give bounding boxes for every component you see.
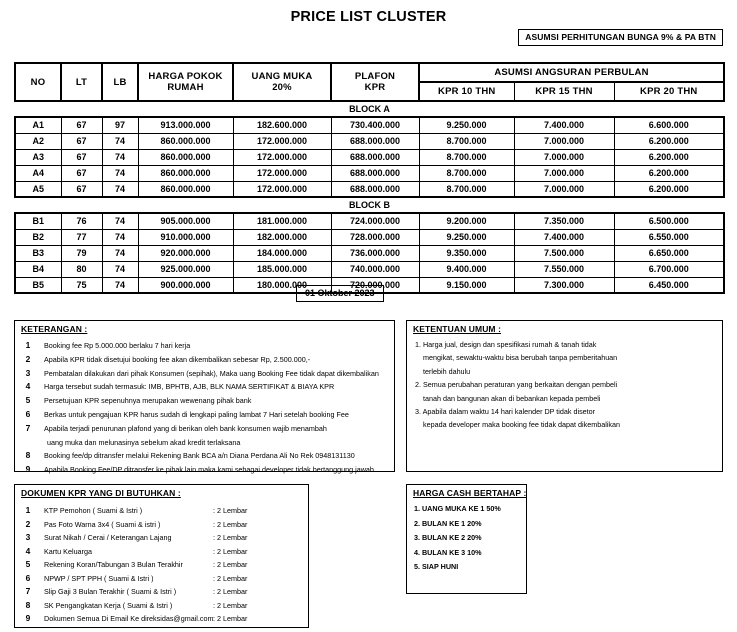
keterangan-item-number: 7 bbox=[25, 422, 31, 433]
dokumen-kpr-item bbox=[15, 529, 308, 543]
block-label-row bbox=[15, 197, 724, 213]
price-table-body bbox=[15, 101, 724, 293]
dokumen-kpr-item-label: Kartu Keluarga bbox=[44, 546, 92, 556]
harga-cash-title: HARGA CASH BERTAHAP : bbox=[413, 488, 527, 498]
dokumen-kpr-item-label: Surat Nikah / Cerai / Keterangan Lajang bbox=[44, 533, 172, 542]
keterangan-item-text: Berkas untuk pengajuan KPR harus sudah di lengkapi paling lambat 7 Hari setelah booking Fee bbox=[44, 409, 349, 419]
harga-cash-item: 4. BULAN KE 3 10% bbox=[414, 547, 482, 557]
keterangan-section bbox=[14, 320, 395, 475]
cell-kpr20: 6.200.000 bbox=[614, 181, 724, 197]
table-row bbox=[15, 133, 724, 149]
block-label: BLOCK A bbox=[15, 101, 724, 117]
cell-lt: 67 bbox=[61, 149, 102, 165]
dokumen-kpr-section bbox=[14, 484, 309, 628]
cell-lb: 74 bbox=[102, 181, 138, 197]
cell-kpr20: 6.200.000 bbox=[614, 165, 724, 181]
keterangan-item bbox=[15, 393, 394, 407]
cell-kpr10: 8.700.000 bbox=[419, 165, 514, 181]
cell-lt: 80 bbox=[61, 261, 102, 277]
dokumen-kpr-item bbox=[15, 516, 308, 530]
keterangan-item bbox=[15, 448, 394, 462]
cell-kpr20: 6.450.000 bbox=[614, 277, 724, 293]
table-row bbox=[15, 245, 724, 261]
keterangan-item-text: Apabila Booking Fee/DP ditransfer ke pihak lain maka kami sebagai developer tidak bertanggung jawab bbox=[44, 465, 374, 475]
dokumen-kpr-item-qty: : 2 Lembar bbox=[213, 533, 248, 542]
cell-lb: 74 bbox=[102, 277, 138, 293]
cell-lb: 74 bbox=[102, 245, 138, 261]
cell-uang-muka: 182.000.000 bbox=[233, 229, 331, 245]
cell-uang-muka: 180.000.000 bbox=[233, 277, 331, 293]
dokumen-kpr-item-qty: : 2 Lembar bbox=[213, 600, 248, 610]
dokumen-kpr-item-label: SK Pengangkatan Kerja ( Suami & Istri ) bbox=[44, 600, 173, 610]
cell-uang-muka: 184.000.000 bbox=[233, 245, 331, 261]
ketentuan-umum-line: 3. Apabila dalam waktu 14 hari kalender DP tidak disetor bbox=[415, 407, 596, 417]
keterangan-item bbox=[15, 379, 394, 393]
cell-harga-pokok: 905.000.000 bbox=[138, 213, 233, 229]
col-header-harga-pokok-line1: HARGA POKOK bbox=[148, 71, 223, 82]
cell-kpr20: 6.550.000 bbox=[614, 229, 724, 245]
col-header-uang-muka-line2: 20% bbox=[272, 82, 292, 93]
cell-kpr20: 6.600.000 bbox=[614, 117, 724, 133]
keterangan-item bbox=[15, 338, 394, 352]
cell-no: B4 bbox=[15, 261, 61, 277]
cell-kpr10: 9.200.000 bbox=[419, 213, 514, 229]
cell-lt: 79 bbox=[61, 245, 102, 261]
cell-harga-pokok: 860.000.000 bbox=[138, 181, 233, 197]
col-header-kpr-10thn: KPR 10 THN bbox=[419, 82, 514, 101]
harga-cash-item: 5. SIAP HUNI bbox=[414, 562, 459, 571]
cell-kpr10: 9.400.000 bbox=[419, 261, 514, 277]
table-row bbox=[15, 261, 724, 277]
cell-lb: 74 bbox=[102, 261, 138, 277]
cell-uang-muka: 172.000.000 bbox=[233, 133, 331, 149]
keterangan-item-text: Harga tersebut sudah termasuk: IMB, BPHTB, AJB, BLK NAMA SERTIFIKAT & BIAYA KPR bbox=[44, 382, 335, 392]
cell-plafon: 720.000.000 bbox=[331, 277, 419, 293]
cell-kpr10: 8.700.000 bbox=[419, 181, 514, 197]
dokumen-kpr-item-label: Slip Gaji 3 Bulan Terakhir ( Suami & Istri ) bbox=[44, 587, 177, 596]
ketentuan-umum-line: kepada developer maka booking fee tidak dapat dikembalikan bbox=[423, 420, 620, 430]
dokumen-kpr-item bbox=[15, 597, 308, 611]
col-header-plafon-line1: PLAFON bbox=[354, 71, 396, 82]
cell-kpr15: 7.000.000 bbox=[514, 149, 614, 165]
table-row bbox=[15, 213, 724, 229]
dokumen-kpr-item-qty: : 2 Lembar bbox=[213, 560, 248, 569]
dokumen-kpr-item-label: NPWP / SPT PPH ( Suami & Istri ) bbox=[44, 573, 154, 583]
dokumen-kpr-item bbox=[15, 556, 308, 570]
harga-cash-item: 1. UANG MUKA KE 1 50% bbox=[414, 504, 501, 513]
cell-uang-muka: 172.000.000 bbox=[233, 181, 331, 197]
dokumen-kpr-item bbox=[15, 570, 308, 584]
cell-lt: 67 bbox=[61, 117, 102, 133]
cell-lt: 76 bbox=[61, 213, 102, 229]
cell-no: B1 bbox=[15, 213, 61, 229]
dokumen-kpr-item bbox=[15, 583, 308, 597]
keterangan-item bbox=[15, 421, 394, 435]
cell-no: A4 bbox=[15, 165, 61, 181]
cell-no: B3 bbox=[15, 245, 61, 261]
cell-kpr15: 7.400.000 bbox=[514, 229, 614, 245]
col-header-harga-pokok bbox=[138, 63, 233, 101]
cell-kpr20: 6.500.000 bbox=[614, 213, 724, 229]
cell-kpr15: 7.500.000 bbox=[514, 245, 614, 261]
table-row bbox=[15, 165, 724, 181]
cell-kpr15: 7.300.000 bbox=[514, 277, 614, 293]
keterangan-item-number: 6 bbox=[25, 408, 31, 419]
harga-cash-item: 3. BULAN KE 2 20% bbox=[414, 533, 482, 542]
cell-lt: 75 bbox=[61, 277, 102, 293]
cell-harga-pokok: 925.000.000 bbox=[138, 261, 233, 277]
date-box: 01 Oktober 2023 bbox=[296, 285, 384, 302]
cell-kpr15: 7.550.000 bbox=[514, 261, 614, 277]
col-header-group-asumsi-angsuran: ASUMSI ANGSURAN PERBULAN bbox=[419, 63, 724, 82]
col-header-lb: LB bbox=[102, 63, 138, 101]
cell-harga-pokok: 910.000.000 bbox=[138, 229, 233, 245]
dokumen-kpr-item-label: Dokumen Semua Di Email Ke direksidas@gmail.com bbox=[44, 614, 214, 623]
col-header-kpr-15thn: KPR 15 THN bbox=[514, 82, 614, 101]
dokumen-kpr-item-qty: : 2 Lembar bbox=[213, 519, 248, 529]
table-row bbox=[15, 181, 724, 197]
ketentuan-umum-title: KETENTUAN UMUM : bbox=[413, 324, 502, 334]
keterangan-item-number: 5 bbox=[25, 395, 31, 406]
dokumen-kpr-item-number: 8 bbox=[25, 599, 31, 610]
dokumen-kpr-list bbox=[15, 502, 308, 627]
cell-harga-pokok: 920.000.000 bbox=[138, 245, 233, 261]
col-header-plafon-line2: KPR bbox=[364, 82, 386, 93]
col-header-uang-muka bbox=[233, 63, 331, 101]
keterangan-item-text: Persetujuan KPR sepenuhnya merupakan wewenang pihak bank bbox=[44, 396, 252, 406]
cell-lt: 77 bbox=[61, 229, 102, 245]
col-header-harga-pokok-line2: RUMAH bbox=[167, 82, 204, 93]
dokumen-kpr-item bbox=[15, 610, 308, 624]
harga-cash-bertahap-section bbox=[406, 484, 527, 594]
cell-lb: 74 bbox=[102, 229, 138, 245]
ketentuan-umum-line: terlebih dahulu bbox=[423, 366, 471, 376]
assumption-note-box: ASUMSI PERHITUNGAN BUNGA 9% & PA BTN bbox=[518, 29, 723, 46]
cell-kpr15: 7.400.000 bbox=[514, 117, 614, 133]
cell-uang-muka: 185.000.000 bbox=[233, 261, 331, 277]
table-row bbox=[15, 117, 724, 133]
dokumen-kpr-item-label: KTP Pemohon ( Suami & Istri ) bbox=[44, 506, 143, 515]
block-label-row bbox=[15, 101, 724, 117]
keterangan-list bbox=[15, 338, 394, 479]
keterangan-item-number: 3 bbox=[25, 367, 31, 378]
cell-uang-muka: 172.000.000 bbox=[233, 165, 331, 181]
cell-plafon: 688.000.000 bbox=[331, 181, 419, 197]
cell-harga-pokok: 860.000.000 bbox=[138, 133, 233, 149]
cell-uang-muka: 182.600.000 bbox=[233, 117, 331, 133]
cell-lt: 67 bbox=[61, 181, 102, 197]
cell-plafon: 688.000.000 bbox=[331, 133, 419, 149]
keterangan-item bbox=[15, 352, 394, 366]
cell-kpr10: 9.350.000 bbox=[419, 245, 514, 261]
ketentuan-umum-line: 1. Harga jual, design dan spesifikasi rumah & tanah tidak bbox=[415, 340, 597, 349]
cell-lb: 74 bbox=[102, 133, 138, 149]
cell-kpr10: 9.250.000 bbox=[419, 117, 514, 133]
dokumen-kpr-item-number: 1 bbox=[25, 505, 31, 515]
cell-harga-pokok: 913.000.000 bbox=[138, 117, 233, 133]
keterangan-item-number: 4 bbox=[25, 381, 31, 392]
keterangan-item-number: 1 bbox=[25, 340, 31, 350]
cell-kpr10: 9.150.000 bbox=[419, 277, 514, 293]
dokumen-kpr-item-label: Rekening Koran/Tabungan 3 Bulan Terakhir bbox=[44, 560, 183, 569]
block-label: BLOCK B bbox=[15, 197, 724, 213]
cell-no: A3 bbox=[15, 149, 61, 165]
ketentuan-umum-section bbox=[406, 320, 723, 472]
dokumen-kpr-item-number: 4 bbox=[25, 545, 31, 556]
cell-harga-pokok: 900.000.000 bbox=[138, 277, 233, 293]
keterangan-item bbox=[15, 366, 394, 380]
keterangan-item-number: 8 bbox=[25, 450, 31, 461]
keterangan-item-number bbox=[15, 435, 41, 438]
dokumen-kpr-item bbox=[15, 543, 308, 557]
keterangan-item-text: Booking fee/dp ditransfer melalui Rekening Bank BCA a/n Diana Perdana Ali No Rek 0948131130 bbox=[44, 451, 355, 461]
dokumen-kpr-item-number: 3 bbox=[25, 532, 31, 542]
keterangan-item-text: Booking fee Rp 5.000.000 berlaku 7 hari kerja bbox=[44, 341, 191, 350]
keterangan-item bbox=[15, 407, 394, 421]
dokumen-kpr-item-qty: : 2 Lembar bbox=[213, 506, 248, 515]
cell-harga-pokok: 860.000.000 bbox=[138, 149, 233, 165]
dokumen-kpr-item-number: 9 bbox=[25, 613, 31, 623]
cell-no: A2 bbox=[15, 133, 61, 149]
cell-plafon: 728.000.000 bbox=[331, 229, 419, 245]
cell-lb: 74 bbox=[102, 165, 138, 181]
keterangan-item bbox=[15, 435, 394, 449]
cell-lb: 97 bbox=[102, 117, 138, 133]
keterangan-item-text: uang muka dan melunasinya sebelum akad kredit terlaksana bbox=[47, 437, 241, 447]
keterangan-title: KETERANGAN : bbox=[21, 324, 88, 334]
cell-plafon: 736.000.000 bbox=[331, 245, 419, 261]
col-header-no: NO bbox=[15, 63, 61, 101]
cell-no: B2 bbox=[15, 229, 61, 245]
dokumen-kpr-item bbox=[15, 502, 308, 516]
cell-kpr15: 7.350.000 bbox=[514, 213, 614, 229]
cell-lt: 67 bbox=[61, 165, 102, 181]
dokumen-kpr-item-label: Pas Foto Warna 3x4 ( Suami & istri ) bbox=[44, 519, 161, 529]
cell-kpr10: 9.250.000 bbox=[419, 229, 514, 245]
ketentuan-umum-line: mengikat, sewaktu-waktu bisa berubah tanpa pemberitahuan bbox=[423, 353, 618, 363]
dokumen-kpr-item-qty: : 2 Lembar bbox=[213, 573, 248, 583]
cell-uang-muka: 172.000.000 bbox=[233, 149, 331, 165]
col-header-lt: LT bbox=[61, 63, 102, 101]
cell-lb: 74 bbox=[102, 149, 138, 165]
keterangan-item-number: 2 bbox=[25, 353, 31, 364]
cell-kpr10: 8.700.000 bbox=[419, 133, 514, 149]
col-header-uang-muka-line1: UANG MUKA bbox=[251, 71, 313, 82]
dokumen-kpr-item-qty: : 2 Lembar bbox=[213, 546, 248, 556]
dokumen-kpr-item-number: 5 bbox=[25, 559, 31, 569]
dokumen-kpr-item-number: 6 bbox=[25, 572, 31, 583]
ketentuan-umum-line: 2. Semua perubahan peraturan yang berkaitan dengan pembeli bbox=[415, 380, 618, 390]
harga-cash-item: 2. BULAN KE 1 20% bbox=[414, 518, 482, 528]
table-row bbox=[15, 229, 724, 245]
cell-plafon: 730.400.000 bbox=[331, 117, 419, 133]
cell-plafon: 740.000.000 bbox=[331, 261, 419, 277]
table-row bbox=[15, 149, 724, 165]
cell-kpr20: 6.200.000 bbox=[614, 149, 724, 165]
cell-kpr20: 6.650.000 bbox=[614, 245, 724, 261]
col-header-plafon-kpr bbox=[331, 63, 419, 101]
keterangan-item-text: Apabila KPR tidak disetujui booking fee akan dikembalikan sebesar Rp, 2.500.000,- bbox=[44, 354, 311, 364]
cell-plafon: 688.000.000 bbox=[331, 165, 419, 181]
cell-lb: 74 bbox=[102, 213, 138, 229]
cell-no: B5 bbox=[15, 277, 61, 293]
ketentuan-umum-line: tanah dan bangunan akan di bebankan kepada pembeli bbox=[423, 393, 601, 403]
keterangan-item bbox=[15, 462, 394, 476]
dokumen-kpr-title: DOKUMEN KPR YANG DI BUTUHKAN : bbox=[21, 488, 181, 498]
cell-kpr15: 7.000.000 bbox=[514, 181, 614, 197]
cell-kpr15: 7.000.000 bbox=[514, 133, 614, 149]
keterangan-item-number: 9 bbox=[25, 464, 31, 475]
cell-uang-muka: 181.000.000 bbox=[233, 213, 331, 229]
cell-kpr20: 6.200.000 bbox=[614, 133, 724, 149]
keterangan-item-text: Pembatalan dilakukan dari pihak Konsumen (sepihak), Maka uang Booking Fee tidak dapat dikembalikan bbox=[44, 368, 379, 378]
col-header-kpr-20thn: KPR 20 THN bbox=[614, 82, 724, 101]
price-list-table bbox=[14, 62, 725, 294]
cell-plafon: 688.000.000 bbox=[331, 149, 419, 165]
cell-plafon: 724.000.000 bbox=[331, 213, 419, 229]
cell-lt: 67 bbox=[61, 133, 102, 149]
page-title: PRICE LIST CLUSTER bbox=[290, 9, 447, 25]
harga-cash-list bbox=[407, 502, 526, 575]
cell-no: A1 bbox=[15, 117, 61, 133]
price-table-head bbox=[15, 63, 724, 101]
cell-kpr15: 7.000.000 bbox=[514, 165, 614, 181]
dokumen-kpr-item-qty: : 2 Lembar bbox=[213, 614, 248, 623]
keterangan-item-text: Apabila terjadi penurunan plafond yang di berikan oleh bank konsumen wajib menambah bbox=[44, 423, 327, 433]
cell-harga-pokok: 860.000.000 bbox=[138, 165, 233, 181]
dokumen-kpr-item-qty: : 2 Lembar bbox=[213, 587, 248, 596]
cell-kpr10: 8.700.000 bbox=[419, 149, 514, 165]
price-list-table-container bbox=[14, 62, 723, 294]
dokumen-kpr-item-number: 7 bbox=[25, 586, 31, 596]
ketentuan-umum-list bbox=[407, 338, 722, 432]
cell-kpr20: 6.700.000 bbox=[614, 261, 724, 277]
cell-no: A5 bbox=[15, 181, 61, 197]
dokumen-kpr-item-number: 2 bbox=[25, 518, 31, 529]
